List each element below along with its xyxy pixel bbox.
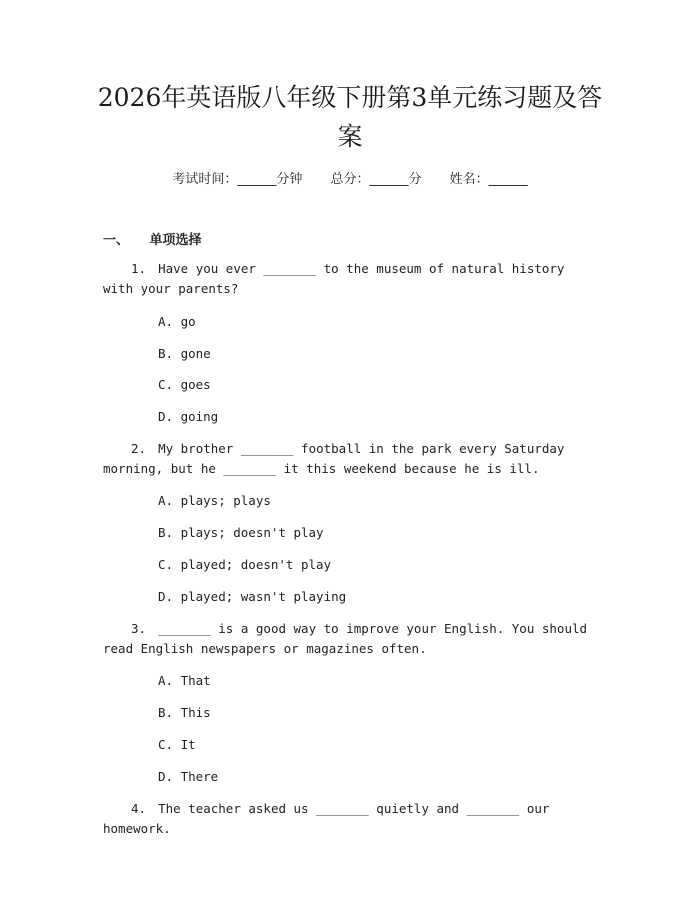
question-text: Have you ever _______ to the museum of natural history with your parents? <box>103 261 565 296</box>
total-score-label: 总分：______分 <box>330 172 422 187</box>
question-3 <box>103 619 600 659</box>
question-number: 4. <box>131 801 147 816</box>
option-3c: C. It <box>158 737 196 752</box>
option-1c: C. goes <box>158 377 211 392</box>
question-1 <box>103 259 600 299</box>
page-title: 2026年英语版八年级下册第3单元练习题及答案 <box>97 83 603 151</box>
option-1b: B. gone <box>158 346 211 361</box>
option-1d: D. going <box>158 409 219 424</box>
section-heading <box>103 229 202 248</box>
section-number: 一、 <box>103 233 130 248</box>
option-3a: A. That <box>158 673 211 688</box>
option-1a: A. go <box>158 314 196 329</box>
option-3b: B. This <box>158 705 211 720</box>
option-2c: C. played; doesn't play <box>158 557 332 572</box>
question-number: 2. <box>131 441 147 456</box>
question-2 <box>103 439 600 479</box>
question-text: The teacher asked us _______ quietly and _______ our homework. <box>103 801 550 836</box>
exam-time-label: 考试时间：______分钟 <box>172 172 303 187</box>
question-number: 1. <box>131 261 147 276</box>
option-2d: D. played; wasn't playing <box>158 589 347 604</box>
student-name-label: 姓名：______ <box>449 172 528 187</box>
section-title: 单项选择 <box>149 233 202 248</box>
question-4 <box>103 799 600 839</box>
exam-meta <box>0 168 700 187</box>
question-text: _______ is a good way to improve your English. You should read English newspapers or magazines often. <box>103 621 588 656</box>
option-3d: D. There <box>158 769 219 784</box>
option-2a: A. plays; plays <box>158 493 271 508</box>
question-number: 3. <box>131 621 147 636</box>
question-text: My brother _______ football in the park every Saturday morning, but he _______ it this weekend because he is ill. <box>103 441 565 476</box>
option-2b: B. plays; doesn't play <box>158 525 324 540</box>
